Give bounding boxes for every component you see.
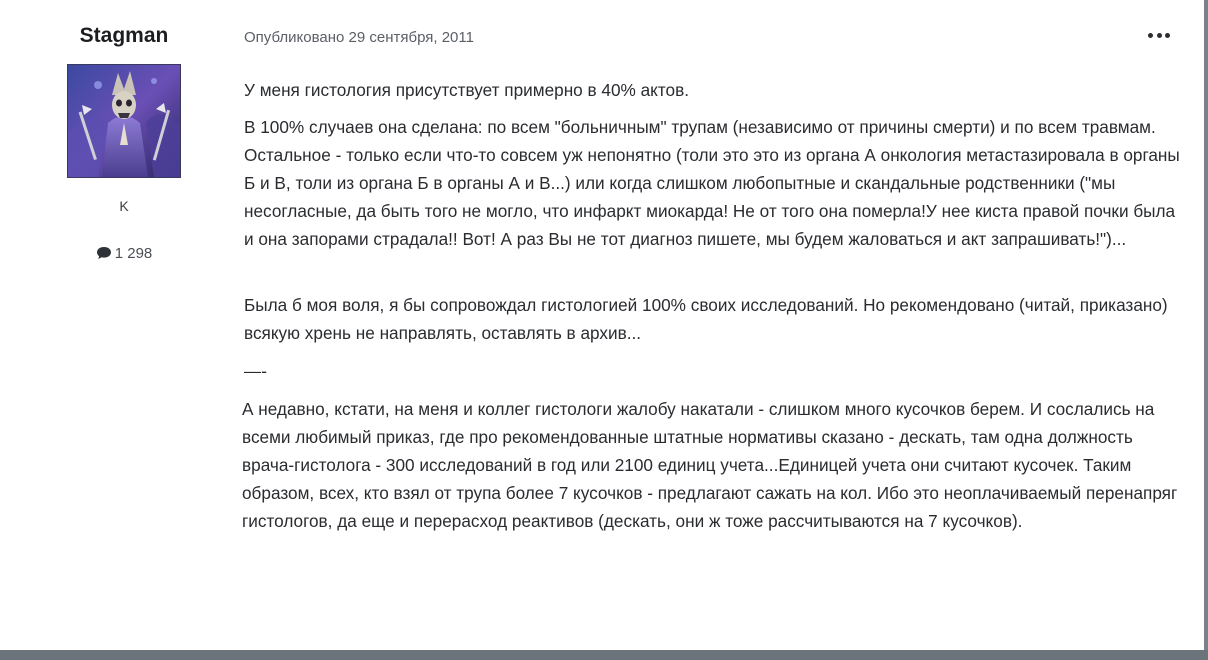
post-paragraph: А недавно, кстати, на меня и коллег гистологи жалобу накатали - слишком много кусочков берем. И сослались на всеми любимый приказ, где про рекомендованные штатные нормативы сказано - дескать, там одна должность врача-гистолога - 300 исследований в год или 2100 единиц учета...Единицей учета они считают кусочек. Таким образом, всех, кто взял от трупа более 7 кусочков - предлагают сажать на кол. Ибо это неоплачиваемый перенапряг гистологов, да еще и перерасход реактивов (дескать, они ж тоже рассчитываются на 7 кусочков). <box>242 399 1178 531</box>
post-content <box>244 76 1188 535</box>
author-post-count[interactable] <box>44 244 204 264</box>
post-paragraph: —- <box>244 361 267 381</box>
avatar[interactable] <box>67 64 181 178</box>
ellipsis-icon <box>1148 33 1153 38</box>
post-paragraph: В 100% случаев она сделана: по всем "больничным" трупам (независимо от причины смерти) и по всем травмам. Остальное - только если что-то совсем уж непонятно (толи это это из органа А онкология метастазировала в органы Б и В, толи из органа Б в органы А и В...) или когда слишком любопытные и скандальные родственники ("мы несогласные, да быть того не могло, что инфаркт миокарда! Не от того она померла!У нее киста правой почки была и она запорами страдала!! Вот! А раз Вы не тот диагноз пишете, мы будем жаловаться и акт запрашивать!")... <box>244 117 1180 249</box>
page-edge <box>1204 0 1208 660</box>
page-footer-edge <box>0 650 1208 660</box>
author-rank: K <box>119 198 129 214</box>
author-name[interactable]: Stagman <box>79 24 169 47</box>
ellipsis-icon-dot <box>1165 33 1170 38</box>
comment-icon <box>96 246 112 260</box>
author-panel <box>44 22 204 264</box>
more-options-button[interactable] <box>1146 28 1172 42</box>
post-paragraph: У меня гистология присутствует примерно в 40% актов. <box>244 80 690 100</box>
post-count-value: 1 298 <box>114 245 153 262</box>
post-date: Опубликовано 29 сентября, 2011 <box>244 29 474 46</box>
ellipsis-icon-dot <box>1157 33 1162 38</box>
post-paragraph: Была б моя воля, я бы сопровождал гистологией 100% своих исследований. Но рекомендовано (читай, приказано) всякую хрень не направлять, оставлять в архив... <box>244 295 1168 343</box>
